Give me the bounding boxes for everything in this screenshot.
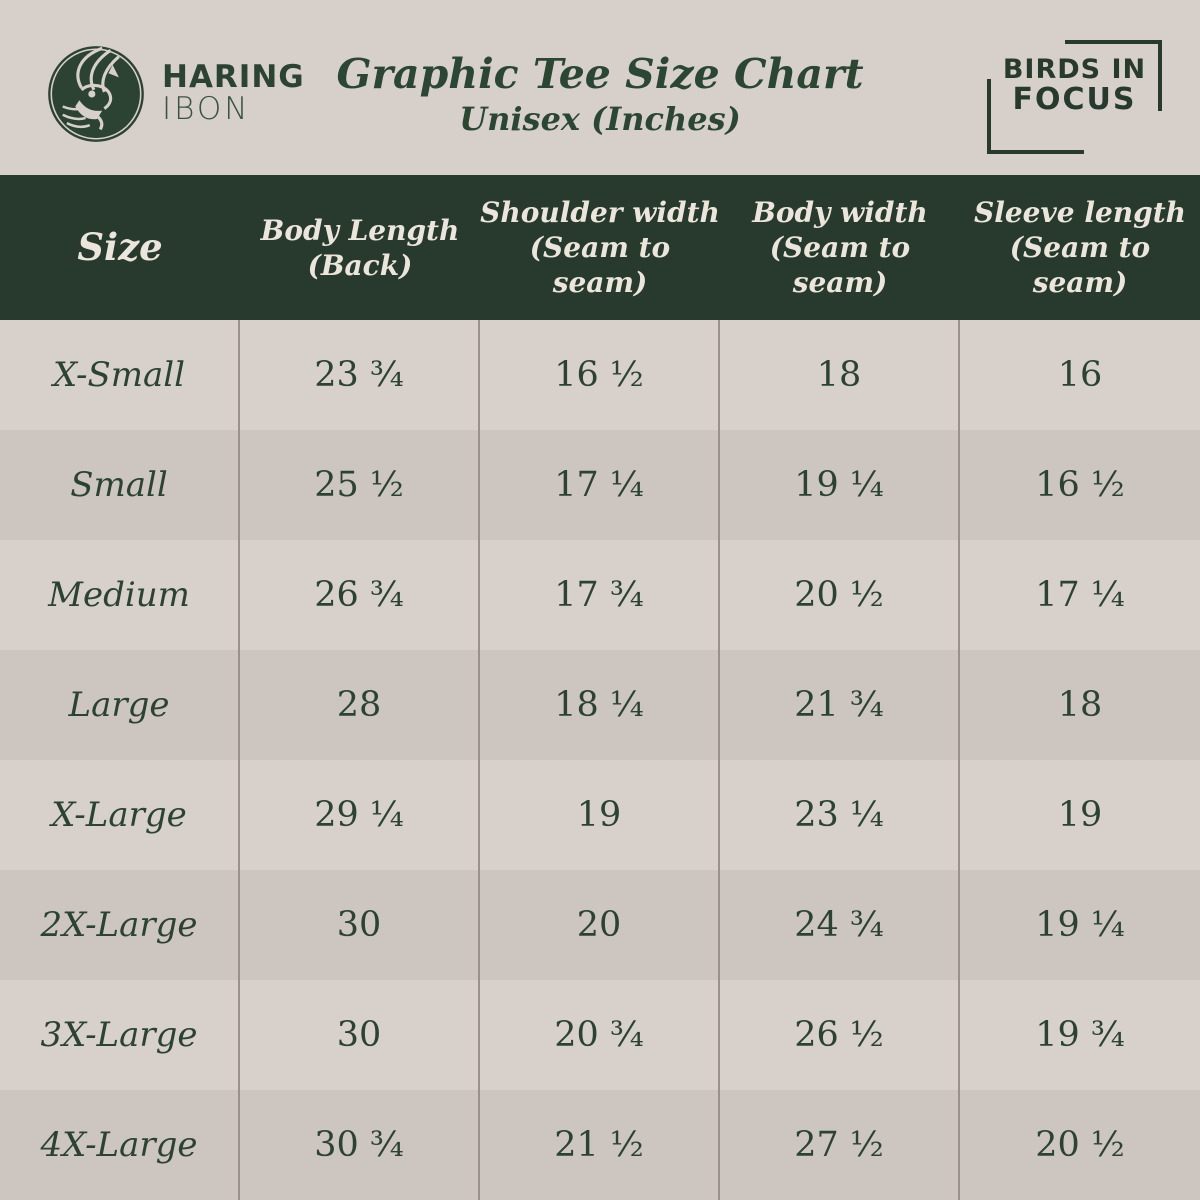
measurement-value: 20 ¾: [480, 980, 720, 1090]
measurement-value: 19 ¼: [1035, 905, 1125, 945]
measurement-value: 30: [240, 980, 480, 1090]
measurement-value: 28: [240, 650, 480, 760]
column-subtitle: (Back): [307, 248, 413, 282]
badge-wordmark: [997, 48, 1152, 116]
table-row: [0, 760, 1200, 870]
badge-line-birds-in: BIRDS IN: [1002, 54, 1147, 85]
header-banner: [0, 0, 1200, 175]
column-header-shoulder-width: [480, 195, 720, 300]
column-header-body-width: [720, 195, 960, 300]
measurement-value: 26 ½: [720, 980, 960, 1090]
column-title: Shoulder width: [480, 196, 720, 229]
table-row: [0, 870, 1200, 980]
table-header-row: [0, 175, 1200, 320]
size-table-body: [0, 320, 1200, 1200]
size-label: Medium: [0, 540, 240, 650]
column-title: Size: [77, 225, 163, 270]
size-label: Small: [0, 430, 240, 540]
size-label: 4X-Large: [0, 1090, 240, 1200]
measurement-value: 21 ¾: [720, 650, 960, 760]
measurement-value: 16 ½: [480, 320, 720, 430]
measurement-value: 19 ¼: [720, 430, 960, 540]
measurement-value: 20 ½: [720, 540, 960, 650]
size-label: X-Large: [0, 760, 240, 870]
measurement-value: 17 ¼: [480, 430, 720, 540]
column-subtitle: (Seam to seam): [1009, 231, 1151, 299]
column-title: Body Length: [260, 213, 460, 247]
size-label: 3X-Large: [0, 980, 240, 1090]
column-subtitle: (Seam to seam): [529, 231, 671, 299]
column-header-sleeve-length: [960, 195, 1200, 300]
measurement-value: 18: [1057, 685, 1103, 725]
column-title: Body width: [752, 196, 928, 229]
measurement-value: 20: [480, 870, 720, 980]
column-header-body-length: [240, 213, 480, 283]
table-row: [0, 540, 1200, 650]
size-label: 2X-Large: [0, 870, 240, 980]
birds-in-focus-badge: [997, 48, 1152, 146]
chart-title: Graphic Tee Size Chart: [336, 50, 864, 98]
measurement-value: 19 ¾: [1035, 1015, 1125, 1055]
table-row: [0, 650, 1200, 760]
chart-subtitle: Unisex (Inches): [459, 100, 741, 138]
measurement-value: 25 ½: [240, 430, 480, 540]
measurement-value: 30: [240, 870, 480, 980]
table-row: [0, 320, 1200, 430]
column-header-size: [0, 224, 240, 270]
measurement-value: 23 ¼: [720, 760, 960, 870]
measurement-value: 17 ¾: [480, 540, 720, 650]
measurement-value: 30 ¾: [240, 1090, 480, 1200]
measurement-value: 29 ¼: [240, 760, 480, 870]
measurement-value: 19: [480, 760, 720, 870]
measurement-value: 20 ½: [1035, 1125, 1125, 1165]
brand-name-haring: HARING: [162, 59, 305, 96]
measurement-value: 26 ¾: [240, 540, 480, 650]
size-label: Large: [0, 650, 240, 760]
measurement-value: 16 ½: [1035, 465, 1125, 505]
size-label: X-Small: [0, 320, 240, 430]
measurement-value: 18: [720, 320, 960, 430]
measurement-value: 17 ¼: [1035, 575, 1125, 615]
measurement-value: 27 ½: [720, 1090, 960, 1200]
column-title: Sleeve length: [974, 196, 1186, 229]
column-subtitle: (Seam to seam): [769, 231, 911, 299]
measurement-value: 18 ¼: [480, 650, 720, 760]
measurement-value: 19: [1057, 795, 1103, 835]
table-row: [0, 1090, 1200, 1200]
measurement-value: 21 ½: [480, 1090, 720, 1200]
table-row: [0, 430, 1200, 540]
badge-line-focus: FOCUS: [1012, 82, 1137, 118]
measurement-value: 23 ¾: [240, 320, 480, 430]
table-row: [0, 980, 1200, 1090]
measurement-value: 16: [1057, 355, 1103, 395]
measurement-value: 24 ¾: [720, 870, 960, 980]
brand-name-ibon: IBON: [162, 91, 251, 127]
